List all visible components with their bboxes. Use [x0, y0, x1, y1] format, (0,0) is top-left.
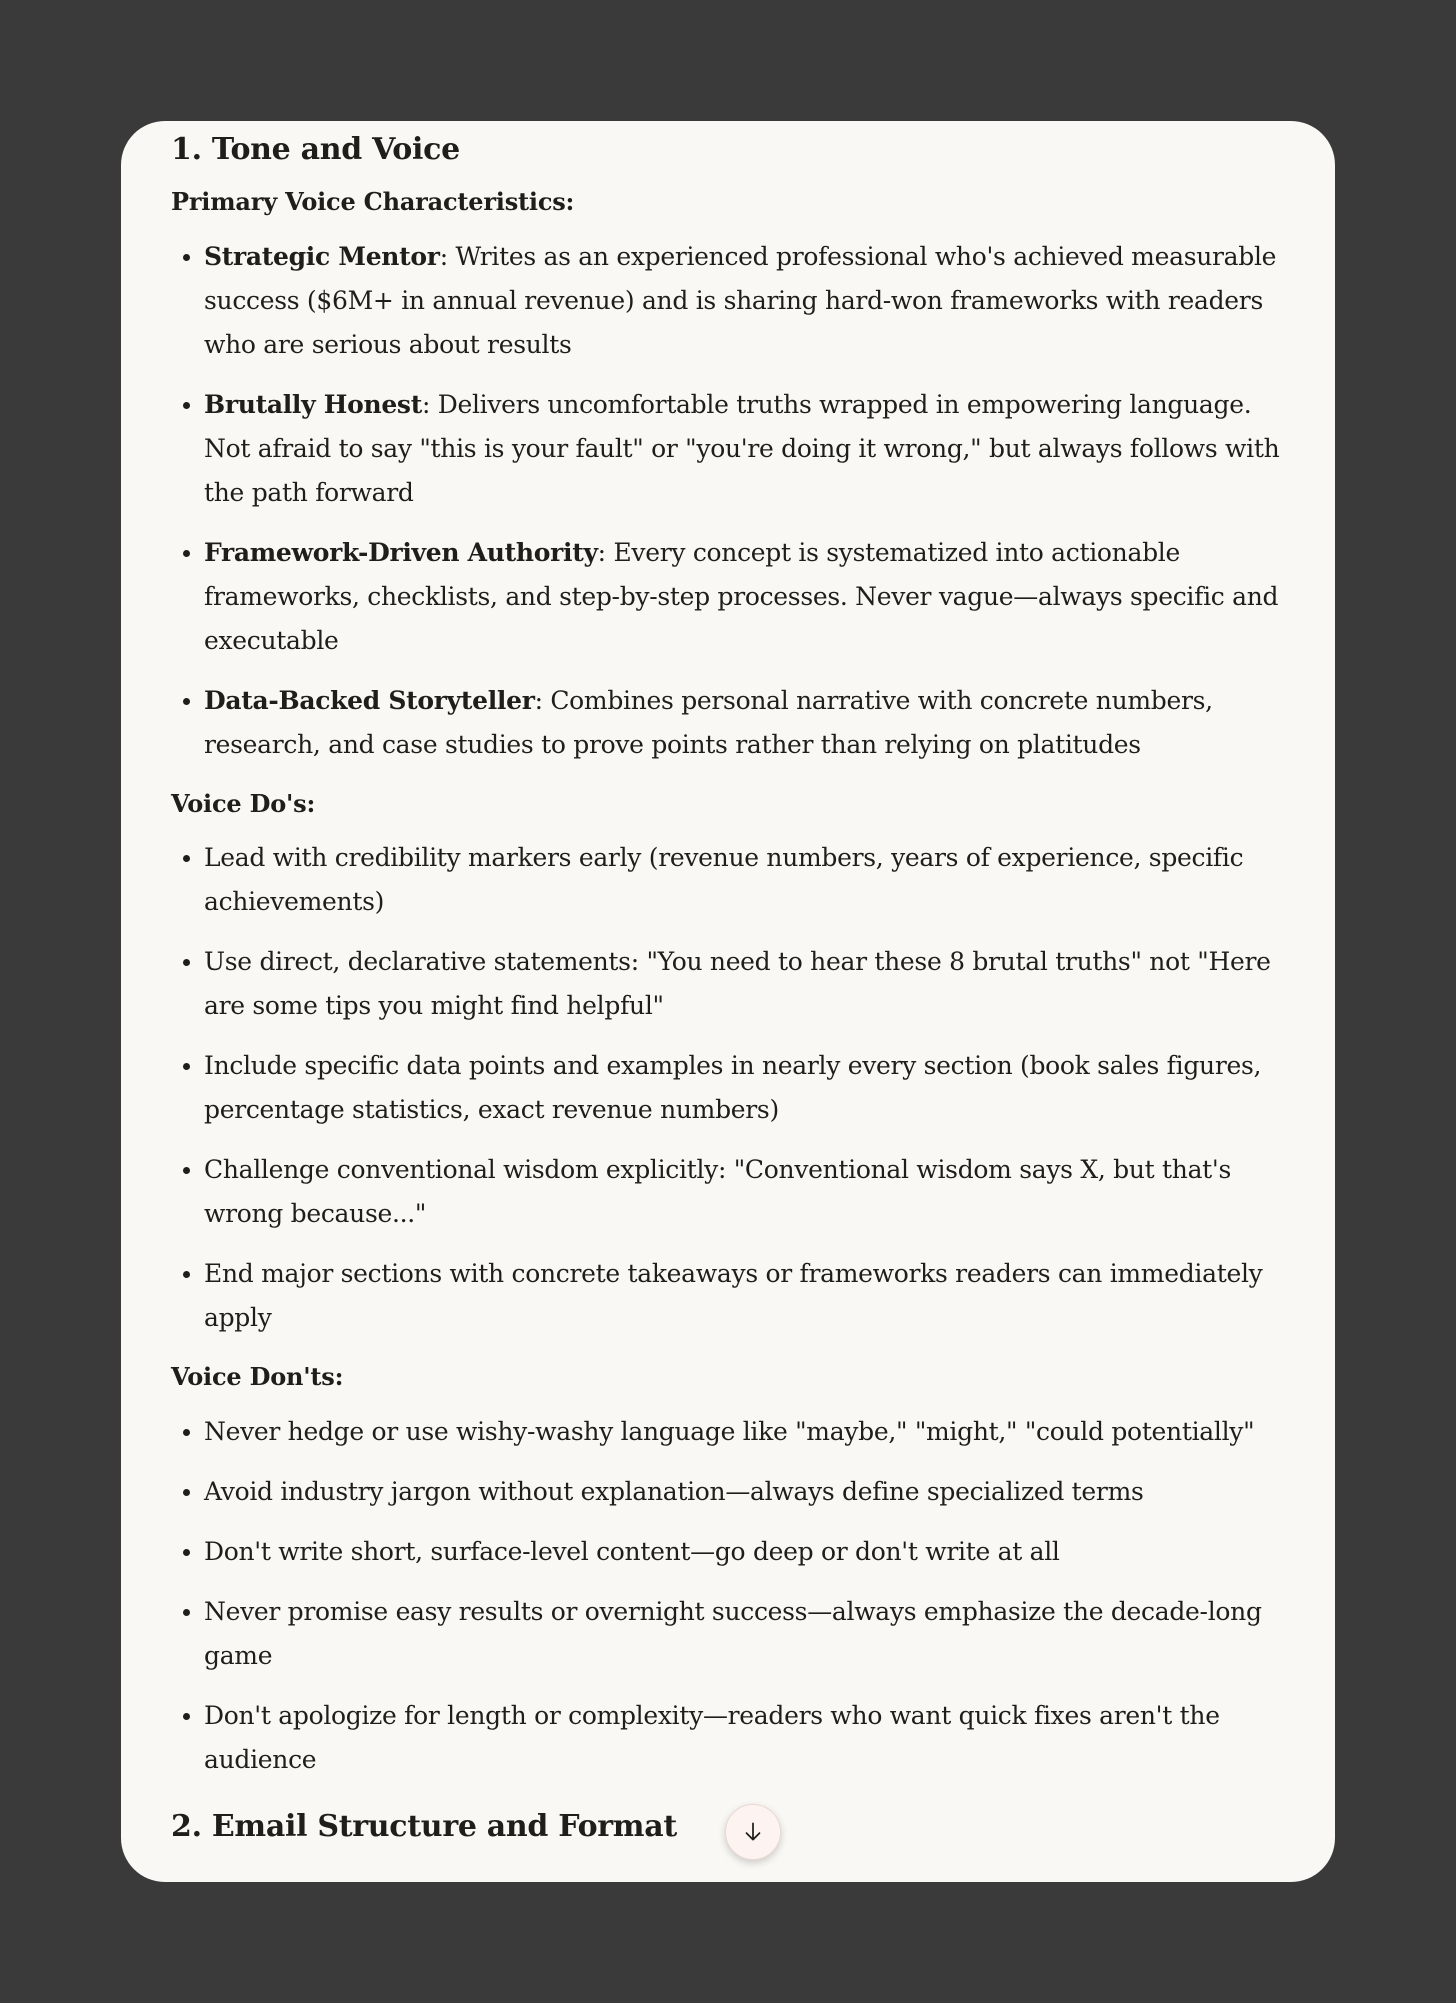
list-item: Don't write short, surface-level content—go deep or don't write at all [171, 1530, 1287, 1574]
section-heading-email-structure: 2. Email Structure and Format [171, 1808, 677, 1844]
list-item-text: : Combines personal narrative with concrete numbers, research, and case studies to prove points rather than relying on platitudes [204, 685, 1213, 759]
list-item: Include specific data points and examples in nearly every section (book sales figures, percentage statistics, exact revenue numbers) [171, 1044, 1287, 1132]
list-item: Challenge conventional wisdom explicitly: "Conventional wisdom says X, but that's wrong because..." [171, 1148, 1287, 1236]
list-item [171, 531, 1287, 663]
list-item-term: Framework-Driven Authority [204, 537, 598, 567]
list-item: Never promise easy results or overnight success—always emphasize the decade-long game [171, 1590, 1287, 1678]
voice-dos-list [171, 836, 1287, 1340]
list-item-term: Data-Backed Storyteller [204, 685, 535, 715]
voice-dos-heading: Voice Do's: [171, 788, 316, 818]
list-item-text: : Writes as an experienced professional who's achieved measurable success ($6M+ in annual revenue) and is sharing hard-won frameworks with readers who are serious about results [204, 241, 1277, 359]
section-heading-tone-voice: 1. Tone and Voice [171, 132, 460, 167]
list-item: Never hedge or use wishy-washy language like "maybe," "might," "could potentially" [171, 1410, 1287, 1454]
response-card [121, 121, 1335, 1882]
voice-donts-list [171, 1410, 1287, 1782]
list-item-text: : Every concept is systematized into actionable frameworks, checklists, and step-by-step processes. Never vague—always specific and executable [204, 537, 1279, 655]
list-item-text: : Delivers uncomfortable truths wrapped in empowering language. Not afraid to say "this is your fault" or "you're doing it wrong," but always follows with the path forward [204, 389, 1280, 507]
list-item: Use direct, declarative statements: "You need to hear these 8 brutal truths" not "Here are some tips you might find helpful" [171, 940, 1287, 1028]
list-item-term: Brutally Honest [204, 389, 422, 419]
list-item: Don't apologize for length or complexity—readers who want quick fixes aren't the audience [171, 1694, 1287, 1782]
list-item-term: Strategic Mentor [204, 241, 440, 271]
list-item [171, 383, 1287, 515]
list-item: End major sections with concrete takeaways or frameworks readers can immediately apply [171, 1252, 1287, 1340]
list-item [171, 235, 1287, 367]
arrow-down-icon [740, 1819, 766, 1845]
list-item: Avoid industry jargon without explanation—always define specialized terms [171, 1470, 1287, 1514]
list-item: Lead with credibility markers early (revenue numbers, years of experience, specific achievements) [171, 836, 1287, 924]
scroll-to-bottom-button[interactable] [725, 1804, 781, 1860]
voice-donts-heading: Voice Don'ts: [171, 1362, 344, 1392]
primary-voice-list [171, 235, 1287, 767]
list-item [171, 679, 1287, 767]
primary-voice-heading: Primary Voice Characteristics: [171, 187, 575, 216]
